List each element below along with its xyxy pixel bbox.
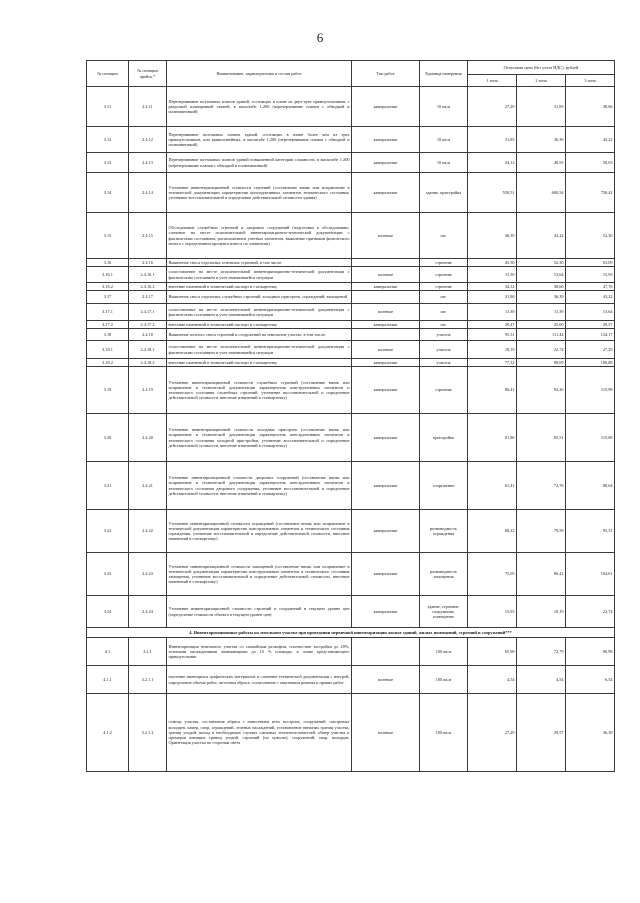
zone-2-price-cell: 13,64 xyxy=(517,267,566,283)
header-work-type: Тип работ xyxy=(352,61,420,87)
zone-3-price-cell: 27,29 xyxy=(566,341,615,359)
unit-cell: строение xyxy=(420,267,468,283)
section-row xyxy=(87,628,615,638)
position-number-cell: 3.14 xyxy=(87,173,129,213)
description-cell: Выявление сноса отдельных основных строений, в том числе: xyxy=(167,259,352,267)
work-type-cell xyxy=(352,259,420,267)
header-zone-3: 3 зона xyxy=(566,75,615,87)
zone-1-price-cell: 31,83 xyxy=(468,127,517,153)
work-type-cell xyxy=(352,291,420,304)
zone-3-price-cell: 90,98 xyxy=(566,638,615,666)
zone-2-price-cell: 36,39 xyxy=(517,291,566,304)
unit-cell: 10 кв.м xyxy=(420,127,468,153)
pricelist-number-cell: 2.4.11 xyxy=(129,87,167,127)
zone-2-price-cell: 11,39 xyxy=(517,304,566,321)
zone-3-price-cell: 52,30 xyxy=(566,213,615,259)
position-number-cell: 3.15 xyxy=(87,213,129,259)
description-cell: внесение изменений в технический паспорт и статкарточку xyxy=(167,359,352,367)
description-cell: Уточнение инвентаризационной стоимости дворовых сооружений (составление вновь или исправление в технической документации характеристик конструктивных элементов и технического состояния дворового сооружения, уточнение восстановительной и определение действительной стоимости, внесение изменений в статкарточку) xyxy=(167,462,352,510)
table-row xyxy=(87,153,615,173)
unit-cell: 10 кв.м xyxy=(420,153,468,173)
position-number-cell: 4.1.1 xyxy=(87,666,129,694)
zone-3-price-cell: 134,17 xyxy=(566,329,615,341)
table-row xyxy=(87,304,615,321)
header-price-group: Отпускная цена (без учета НДС), рублей xyxy=(468,61,615,75)
zone-2-price-cell: 43,22 xyxy=(517,213,566,259)
position-number-cell: 3.16.1 xyxy=(87,267,129,283)
zone-1-price-cell: 18,19 xyxy=(468,341,517,359)
work-type-cell: камеральные xyxy=(352,510,420,553)
zone-2-price-cell: 79,59 xyxy=(517,510,566,553)
pricelist-number-cell: 2.4.24 xyxy=(129,596,167,628)
unit-cell: шт. xyxy=(420,321,468,329)
zone-1-price-cell: 4,54 xyxy=(468,666,517,694)
work-type-cell: камеральные xyxy=(352,127,420,153)
zone-1-price-cell: 27,29 xyxy=(468,87,517,127)
pricelist-number-cell: 2.4.17 xyxy=(129,291,167,304)
position-number-cell: 3.24 xyxy=(87,596,129,628)
work-type-cell: камеральные xyxy=(352,321,420,329)
pricelist-number-cell: 3.2.1.2 xyxy=(129,694,167,772)
unit-cell: шт. xyxy=(420,291,468,304)
zone-3-price-cell: 63,09 xyxy=(566,259,615,267)
zone-1-price-cell: 31,86 xyxy=(468,291,517,304)
position-number-cell: 3.18 xyxy=(87,329,129,341)
work-type-cell: камеральные xyxy=(352,414,420,462)
table-body-section-4 xyxy=(87,638,615,772)
zone-1-price-cell: 11,39 xyxy=(468,304,517,321)
zone-2-price-cell: 111,44 xyxy=(517,329,566,341)
work-type-cell: полевые xyxy=(352,666,420,694)
zone-1-price-cell: 15,93 xyxy=(468,596,517,628)
table-row xyxy=(87,267,615,283)
position-number-cell: 3.19 xyxy=(87,367,129,414)
zone-3-price-cell: 50,03 xyxy=(566,153,615,173)
zone-1-price-cell: 20,47 xyxy=(468,321,517,329)
zone-1-price-cell: 95,51 xyxy=(468,329,517,341)
table-row xyxy=(87,367,615,414)
pricelist-number-cell: 2.4.15 xyxy=(129,213,167,259)
pricelist-number-cell: 2.4.18 xyxy=(129,329,167,341)
description-cell: Уточнение инвентаризационной стоимости служебных строений (составление вновь или исправление в технической документации характеристик конструктивных элементов и технического состояния служебных строений, уточнение восстановительной и определение действительной стоимости, внесение изменений в статкарточку) xyxy=(167,367,352,414)
pricelist-number-cell: 2.4.21 xyxy=(129,462,167,510)
zone-1-price-cell: 34,12 xyxy=(468,283,517,291)
table-row xyxy=(87,213,615,259)
pricelist-number-cell: 2.4.20 xyxy=(129,414,167,462)
unit-cell: 10 кв.м xyxy=(420,87,468,127)
zone-2-price-cell: 18,19 xyxy=(517,596,566,628)
unit-cell: строение xyxy=(420,367,468,414)
description-cell: Выявление сноса отдельных служебных строений, холодных пристроек, ограждений, замощений xyxy=(167,291,352,304)
work-type-cell xyxy=(352,638,420,666)
unit-cell: здание, строение, сооружение, помещение xyxy=(420,596,468,628)
pricelist-number-cell: 2.4.16.2 xyxy=(129,283,167,291)
zone-3-price-cell: 115,08 xyxy=(566,414,615,462)
unit-cell: 100 кв.м xyxy=(420,638,468,666)
unit-cell: разновидность ограждения xyxy=(420,510,468,553)
price-table xyxy=(86,60,615,772)
position-number-cell: 3.11 xyxy=(87,87,129,127)
zone-1-price-cell: 77,32 xyxy=(468,359,517,367)
description-cell: Уточнение инвентаризационной стоимости строений и сооружений в текущем уровне цен (определение стоимости объекта в текущем уровне цен) xyxy=(167,596,352,628)
description-cell: Обследование служебных строений и дворовых сооружений (подготовка к обследованию, сличение на месте исполнительной инвентаризационно-технической документации с фактическим состоянием, расположением учетных элементов, выявление признаков физического износа с определением процента износа по элементам) xyxy=(167,213,352,259)
unit-cell: здание, пристройка xyxy=(420,173,468,213)
table-row xyxy=(87,553,615,596)
unit-cell: участок xyxy=(420,329,468,341)
work-type-cell: полевые xyxy=(352,341,420,359)
table-row xyxy=(87,666,615,694)
zone-3-price-cell: 43,22 xyxy=(566,127,615,153)
work-type-cell: камеральные xyxy=(352,153,420,173)
position-number-cell: 3.18.2 xyxy=(87,359,129,367)
pricelist-number-cell: 2.4.17.2 xyxy=(129,321,167,329)
table-row xyxy=(87,291,615,304)
zone-2-price-cell: 31,83 xyxy=(517,87,566,127)
position-number-cell: 3.16 xyxy=(87,259,129,267)
position-number-cell: 3.18.1 xyxy=(87,341,129,359)
position-number-cell: 3.23 xyxy=(87,553,129,596)
work-type-cell: камеральные xyxy=(352,596,420,628)
table-row xyxy=(87,321,615,329)
table-row xyxy=(87,694,615,772)
zone-2-price-cell: 4,54 xyxy=(517,666,566,694)
work-type-cell: камеральные xyxy=(352,173,420,213)
description-cell: внесение изменений в технический паспорт и статкарточку xyxy=(167,283,352,291)
table-row xyxy=(87,510,615,553)
work-type-cell: камеральные xyxy=(352,462,420,510)
work-type-cell xyxy=(352,329,420,341)
description-cell: осмотр участка, составление абриса с нанесением всех построек, сооружений, смотровых колодцев, камер, опор, ограждений, зеленых насаждений, установление внешних границ участка, границ угодий, выход в необходимых случаях смежных землепользователей, обмер участка и промеров внешних границ угодий, строений (по цоколю), сооружений, опор, колодцев. Ориентация участка по сторонам света xyxy=(167,694,352,772)
description-cell: внесение изменений в технический паспорт и статкарточку xyxy=(167,321,352,329)
work-type-cell: камеральные xyxy=(352,283,420,291)
zone-2-price-cell: 52,30 xyxy=(517,259,566,267)
unit-cell: пристройка xyxy=(420,414,468,462)
header-description: Наименование, характеристика и состав работ xyxy=(167,61,352,87)
unit-cell: строение xyxy=(420,283,468,291)
position-number-cell: 3.17.1 xyxy=(87,304,129,321)
zone-2-price-cell: 25,00 xyxy=(517,321,566,329)
table-row xyxy=(87,87,615,127)
description-cell: Уточнение инвентаризационной стоимости замощений (составление вновь или исправление в технической документации характеристик конструктивных элементов и технического состояния замощения, уточнение восстановительной и определение действительной стоимости, внесение изменений в статкарточку) xyxy=(167,553,352,596)
zone-2-price-cell: 38,66 xyxy=(517,283,566,291)
zone-1-price-cell: 86,41 xyxy=(468,367,517,414)
pricelist-number-cell: 2.4.18.2 xyxy=(129,359,167,367)
zone-1-price-cell: 45,50 xyxy=(468,259,517,267)
table-body-section-3 xyxy=(87,87,615,628)
pricelist-number-cell: 2.4.16.1 xyxy=(129,267,167,283)
work-type-cell: полевые xyxy=(352,213,420,259)
description-cell: Перечерчивание поэтажных планов зданий, состоящих в плане более чем из трех прямоугольников, или криволинейных, в масштабе 1:200 (перечерчивание планов с обводкой и иллюминовкой) xyxy=(167,127,352,153)
zone-3-price-cell: 36,39 xyxy=(566,694,615,772)
table-row xyxy=(87,329,615,341)
zone-1-price-cell: 65,98 xyxy=(468,638,517,666)
header-num: № позиции xyxy=(87,61,129,87)
zone-3-price-cell: 22,74 xyxy=(566,596,615,628)
description-cell: Перечерчивание поэтажных планов зданий повышенной категории сложности, в масштабе 1:200 (перечерчивание планов с обводкой и иллюминовкой) xyxy=(167,153,352,173)
unit-cell: 100 кв.м xyxy=(420,666,468,694)
pricelist-number-cell: 2.4.22 xyxy=(129,510,167,553)
table-row xyxy=(87,259,615,267)
table-row xyxy=(87,596,615,628)
description-cell: Выявление полного сноса строений и сооружений на земельном участке, в том числе: xyxy=(167,329,352,341)
description-cell: Уточнение инвентаризационной стоимости холодных пристроек (составление вновь или исправление в технической документации характеристик конструктивных элементов и технического состояния холодной пристройки, уточнение восстановительной и определение действительной стоимости, внесение изменений в статкарточку) xyxy=(167,414,352,462)
work-type-cell: камеральные xyxy=(352,553,420,596)
unit-cell: разновидность замощения xyxy=(420,553,468,596)
zone-3-price-cell: 750,42 xyxy=(566,173,615,213)
position-number-cell: 3.17 xyxy=(87,291,129,304)
unit-cell: шт. xyxy=(420,304,468,321)
position-number-cell: 3.13 xyxy=(87,153,129,173)
zone-3-price-cell: 95,51 xyxy=(566,510,615,553)
pricelist-number-cell: 3.2.1.1 xyxy=(129,666,167,694)
table-body-section-4-header xyxy=(87,628,615,638)
position-number-cell: 4.1 xyxy=(87,638,129,666)
zone-3-price-cell: 47,76 xyxy=(566,283,615,291)
zone-3-price-cell: 38,66 xyxy=(566,87,615,127)
pricelist-number-cell: 3.2.1 xyxy=(129,638,167,666)
description-cell: Инвентаризация земельного участка со спокойным рельефом, плотностью застройки до 20%, зелеными насаждениями занимающими до 10 % площади, в плане представляющего прямоугольник xyxy=(167,638,352,666)
header-pricelist: № позиции прейск.* xyxy=(129,61,167,87)
zone-3-price-cell: 13,64 xyxy=(566,304,615,321)
pricelist-number-cell: 2.4.14 xyxy=(129,173,167,213)
zone-2-price-cell: 88,69 xyxy=(517,359,566,367)
unit-cell: шт. xyxy=(420,213,468,259)
table-row xyxy=(87,341,615,359)
zone-3-price-cell: 29,57 xyxy=(566,321,615,329)
pricelist-number-cell: 2.4.12 xyxy=(129,127,167,153)
header-unit: Единица измерения xyxy=(420,61,468,87)
pricelist-number-cell: 2.4.16 xyxy=(129,259,167,267)
unit-cell: участок xyxy=(420,341,468,359)
pricelist-number-cell: 2.4.17.1 xyxy=(129,304,167,321)
zone-2-price-cell: 93,26 xyxy=(517,367,566,414)
description-cell: изучение имеющихся графических материалов и сличение технической документации с натурой, определение объема работ, заготовка абриса, согласование с заказчиком режима и правил работ xyxy=(167,666,352,694)
zone-3-price-cell: 15,93 xyxy=(566,267,615,283)
zone-1-price-cell: 61,41 xyxy=(468,462,517,510)
description-cell: сопоставление на месте исполнительной инвентаризационно-технической документации с фактическим состоянием и учет изменившейся ситуации xyxy=(167,267,352,283)
table-row xyxy=(87,359,615,367)
position-number-cell: 3.17.2 xyxy=(87,321,129,329)
table-row xyxy=(87,638,615,666)
description-cell: Перечерчивание поэтажных планов зданий, состоящих в плане из двух-трех прямоугольников, с разделкой планировкой этажей, в масштабе 1:200 (перечерчивание планов с обводкой и иллюминовкой) xyxy=(167,87,352,127)
zone-3-price-cell: 88,64 xyxy=(566,462,615,510)
section-title: 4. Инвентаризационные работы на земельном участке при проведении первичной инвентаризации жилых зданий, жилых помещений, строений и сооружений*** xyxy=(87,628,615,638)
zone-1-price-cell: 68,22 xyxy=(468,510,517,553)
pricelist-number-cell: 2.4.19 xyxy=(129,367,167,414)
zone-2-price-cell: 72,76 xyxy=(517,462,566,510)
position-number-cell: 3.21 xyxy=(87,462,129,510)
zone-3-price-cell: 106,88 xyxy=(566,359,615,367)
zone-1-price-cell: 75,05 xyxy=(468,553,517,596)
zone-2-price-cell: 22,74 xyxy=(517,341,566,359)
zone-3-price-cell: 6,54 xyxy=(566,666,615,694)
pricelist-number-cell: 2.4.18.1 xyxy=(129,341,167,359)
zone-1-price-cell: 550,51 xyxy=(468,173,517,213)
position-number-cell: 3.12 xyxy=(87,127,129,153)
work-type-cell: полевые xyxy=(352,267,420,283)
work-type-cell: камеральные xyxy=(352,367,420,414)
zone-1-price-cell: 36,39 xyxy=(468,213,517,259)
work-type-cell: полевые xyxy=(352,304,420,321)
zone-2-price-cell: 29,57 xyxy=(517,694,566,772)
unit-cell: 100 кв.м xyxy=(420,694,468,772)
zone-2-price-cell: 36,39 xyxy=(517,127,566,153)
header-zone-1: 1 зона xyxy=(468,75,517,87)
zone-2-price-cell: 95,51 xyxy=(517,414,566,462)
table-row xyxy=(87,414,615,462)
position-number-cell: 3.22 xyxy=(87,510,129,553)
position-number-cell: 4.1.2 xyxy=(87,694,129,772)
pricelist-number-cell: 2.4.23 xyxy=(129,553,167,596)
position-number-cell: 3.16.2 xyxy=(87,283,129,291)
work-type-cell: камеральные xyxy=(352,359,420,367)
table-row xyxy=(87,283,615,291)
unit-cell: строение xyxy=(420,259,468,267)
unit-cell: участок xyxy=(420,359,468,367)
zone-1-price-cell: 34,12 xyxy=(468,153,517,173)
description-cell: сопоставление на месте исполнительной инвентаризационно-технической документации с фактическим состоянием и учет изменившейся ситуации xyxy=(167,341,352,359)
zone-3-price-cell: 115,98 xyxy=(566,367,615,414)
page-number: 6 xyxy=(316,30,324,45)
zone-2-price-cell: 40,93 xyxy=(517,153,566,173)
description-cell: Уточнение инвентаризационной стоимости строений (составление вновь или исправление в технической документации характеристик конструктивных элементов технического состояния, уточнение восстановительной и определение действительной стоимости здания) xyxy=(167,173,352,213)
position-number-cell: 3.20 xyxy=(87,414,129,462)
zone-1-price-cell: 81,86 xyxy=(468,414,517,462)
work-type-cell: полевые xyxy=(352,694,420,772)
description-cell: сопоставление на месте исполнительной инвентаризационно-технической документации с фактическим состоянием и учет изменившейся ситуации xyxy=(167,304,352,321)
zone-2-price-cell: 86,41 xyxy=(517,553,566,596)
zone-2-price-cell: 600,54 xyxy=(517,173,566,213)
zone-3-price-cell: 104,61 xyxy=(566,553,615,596)
description-cell: Уточнение инвентаризационной стоимости ограждений (составление вновь или исправление в технической документации характеристик конструктивных элементов и технического состояния ограждения, уточнение восстановительной и определение действительной стоимости, внесение изменений в статкарточку) xyxy=(167,510,352,553)
zone-1-price-cell: 11,39 xyxy=(468,267,517,283)
zone-1-price-cell: 27,29 xyxy=(468,694,517,772)
pricelist-number-cell: 2.4.13 xyxy=(129,153,167,173)
table-row xyxy=(87,173,615,213)
zone-2-price-cell: 72,79 xyxy=(517,638,566,666)
table-row xyxy=(87,462,615,510)
header-zone-2: 2 зона xyxy=(517,75,566,87)
unit-cell: сооружение xyxy=(420,462,468,510)
zone-3-price-cell: 43,22 xyxy=(566,291,615,304)
table-row xyxy=(87,127,615,153)
work-type-cell: камеральные xyxy=(352,87,420,127)
